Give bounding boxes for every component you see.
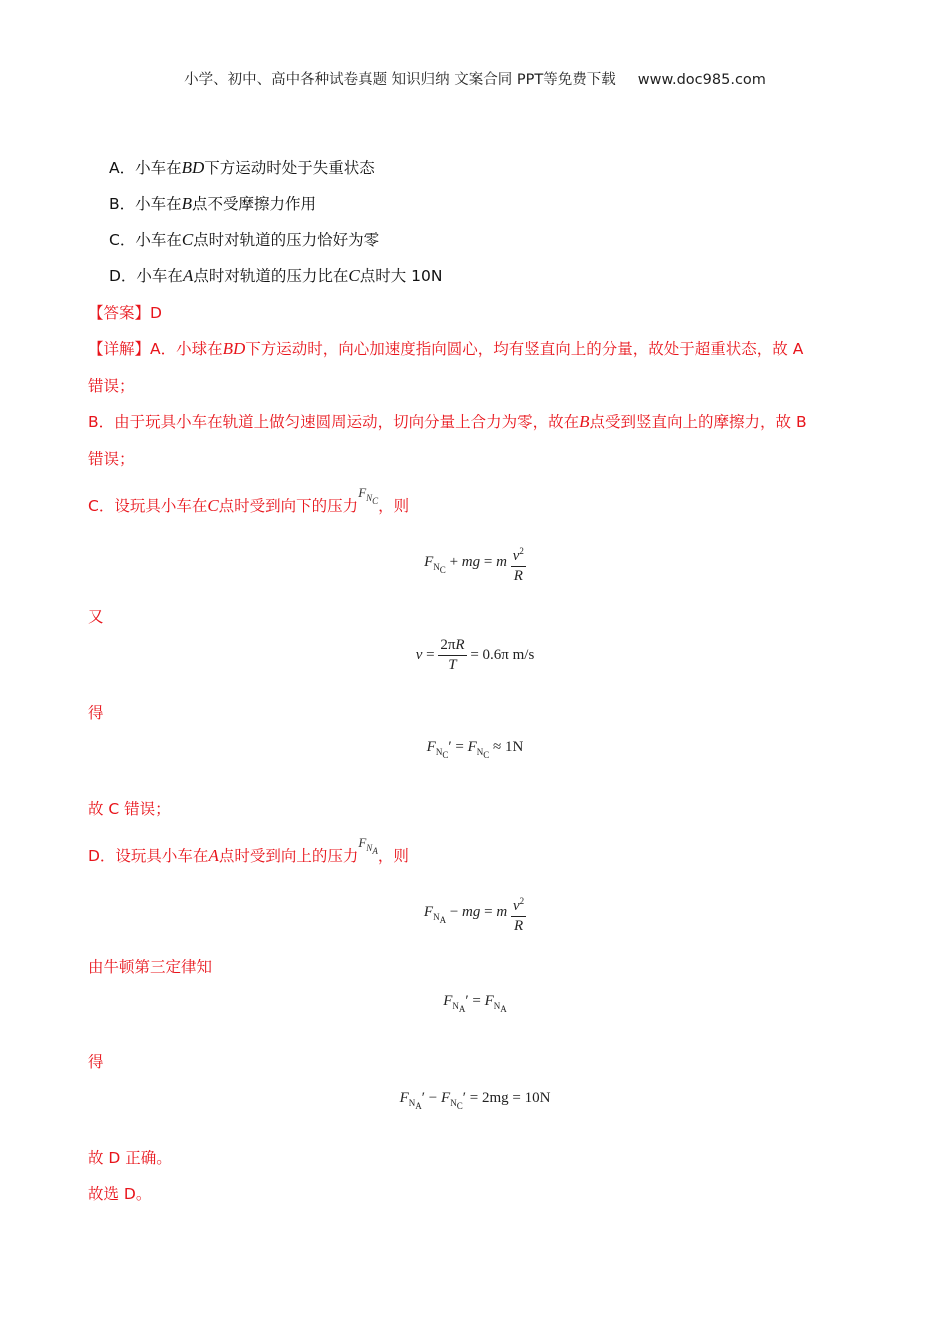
header-title: 小学、初中、高中各种试卷真题 知识归纳 文案合同 PPT等免费下载 bbox=[184, 72, 616, 88]
final-choice: 故选 D。 bbox=[88, 1185, 152, 1203]
detail-c: C．设玩具小车在C点时受到向下的压力$^{F_{N_C}}$，则 bbox=[88, 485, 410, 515]
option-b: B．小车在B点不受摩擦力作用 bbox=[109, 194, 317, 213]
equation-5: $F_{N_A}' = F_{N_A}$ bbox=[443, 993, 507, 1014]
answer-line: 【答案】D bbox=[88, 304, 162, 322]
symbol-fnc: FNC bbox=[358, 485, 379, 506]
equation-6: $F_{N_A}' - F_{N_C}' = 2mg = 10N$ bbox=[399, 1090, 551, 1111]
option-c: C．小车在C点时对轨道的压力恰好为零 bbox=[109, 230, 380, 249]
equation-3: $F_{N_C}' = F_{N_C} \approx 1N$ bbox=[426, 739, 524, 760]
detail-label: 【详解】 bbox=[88, 340, 151, 358]
page-header bbox=[0, 68, 950, 89]
text-de-1: 得 bbox=[88, 704, 104, 722]
detail-b: B．由于玩具小车在轨道上做匀速圆周运动，切向分量上合力为零，故在B点受到竖直向上的摩擦力，故 B bbox=[88, 412, 807, 431]
detail-a-cont: 错误； bbox=[88, 377, 135, 395]
equation-4: $F_{N_A}$ − mg = m $\frac{v^2}{R}$ bbox=[0, 892, 950, 936]
symbol-fna: FNA bbox=[358, 835, 378, 856]
option-a: A．小车在BD下方运动时处于失重状态 bbox=[109, 158, 375, 177]
equation-2: v = $\frac{2\pi R}{T}$ = 0.6π m/s bbox=[415, 637, 535, 673]
option-d: D．小车在A点时对轨道的压力比在C点时大 10N bbox=[109, 266, 443, 285]
d-conclusion: 故 D 正确。 bbox=[88, 1149, 172, 1167]
text-de-2: 得 bbox=[88, 1053, 104, 1071]
detail-d: D．设玩具小车在A点时受到向上的压力$^{F_{N_A}}$，则 bbox=[88, 835, 409, 865]
header-url: www.doc985.com bbox=[637, 72, 766, 88]
detail-b-cont: 错误； bbox=[88, 450, 135, 468]
text-you: 又 bbox=[88, 608, 104, 626]
text-newton: 由牛顿第三定律知 bbox=[88, 958, 213, 976]
equation-1: $F_{N_C}$ + mg = m $\frac{v^2}{R}$ bbox=[0, 542, 950, 586]
detail-a: 【详解】A．小球在BD下方运动时，向心加速度指向圆心，均有竖直向上的分量，故处于超重状态，故 A bbox=[88, 339, 804, 358]
c-conclusion: 故 C 错误； bbox=[88, 800, 171, 818]
